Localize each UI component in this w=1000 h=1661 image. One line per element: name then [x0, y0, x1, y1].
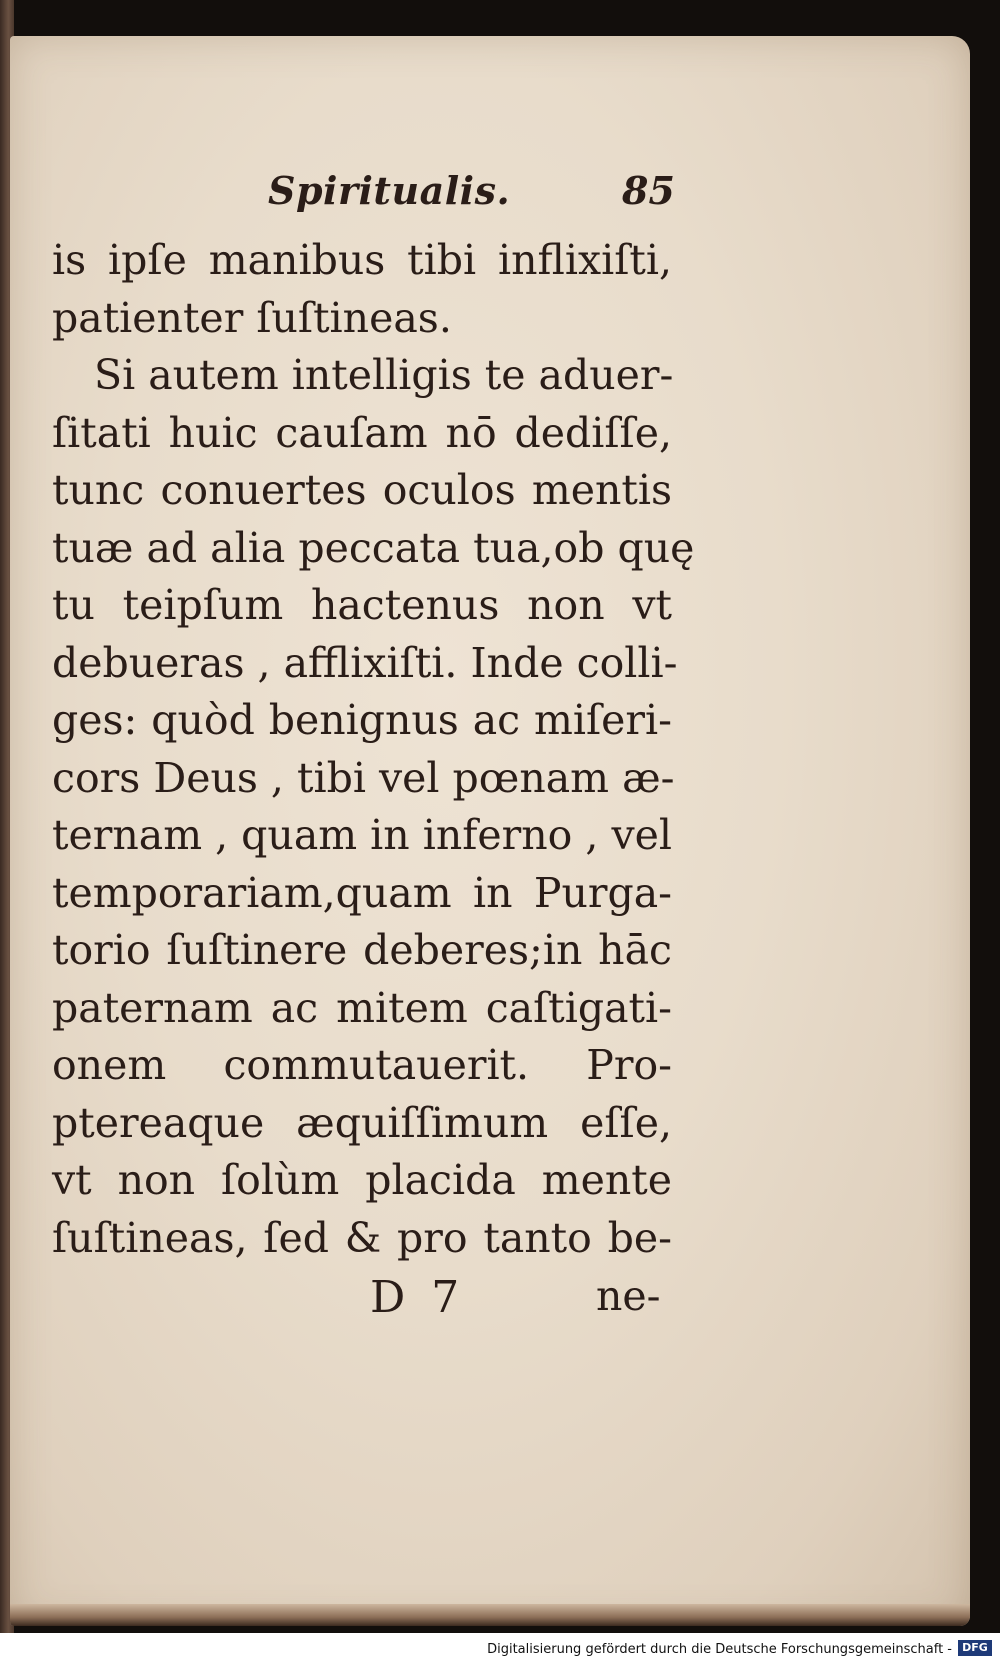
text-line: paternam ac mitem caſtigati- [52, 983, 672, 1032]
text-line: vt non ſolùm placida mente [52, 1156, 672, 1204]
text-line: tunc conuertes oculos mentis [52, 466, 672, 514]
text-line: tuæ ad alia peccata tua,ob quę [52, 523, 695, 572]
signature-mark: D 7 [370, 1272, 466, 1323]
text-line: onem commutauerit. Pro- [52, 1041, 672, 1089]
text-line: ſuſtineas, ſed & pro tanto be- [52, 1213, 672, 1262]
text-line: ſitati huic cauſam nō dediſſe, [52, 408, 672, 457]
text-line: torio ſuſtinere deberes;in hāc [52, 926, 672, 974]
dfg-logo: DFG [958, 1640, 992, 1656]
text-line: tu teipſum hactenus non vt [52, 581, 672, 629]
text-line: is ipſe manibus tibi inflixiſti, [52, 236, 672, 284]
running-head: Spiritualis. [268, 168, 511, 213]
text-line: temporariam,quam in Purga- [52, 868, 672, 917]
page-number: 85 [622, 168, 675, 213]
body-text [52, 232, 695, 1267]
text-line: patienter ſuſtineas. [52, 293, 452, 342]
digitization-footer [0, 1633, 1000, 1661]
page-bottom-edge [10, 1604, 970, 1626]
text-line: ges: quòd benignus ac miſeri- [52, 696, 672, 744]
text-line: ptereaque æquiſſimum eſſe, [52, 1098, 672, 1147]
text-line: cors Deus , tibi vel pœnam æ- [52, 753, 675, 802]
text-line: ternam , quam in inferno , vel [52, 811, 673, 859]
funding-credit: Digitalisierung gefördert durch die Deutsche Forschungsgemeinschaft - [487, 1642, 952, 1657]
text-line: Si autem intelligis te aduer- [94, 351, 674, 399]
text-line: debueras , afflixiſti. Inde colli- [52, 638, 678, 687]
catchword: ne- [596, 1272, 661, 1320]
